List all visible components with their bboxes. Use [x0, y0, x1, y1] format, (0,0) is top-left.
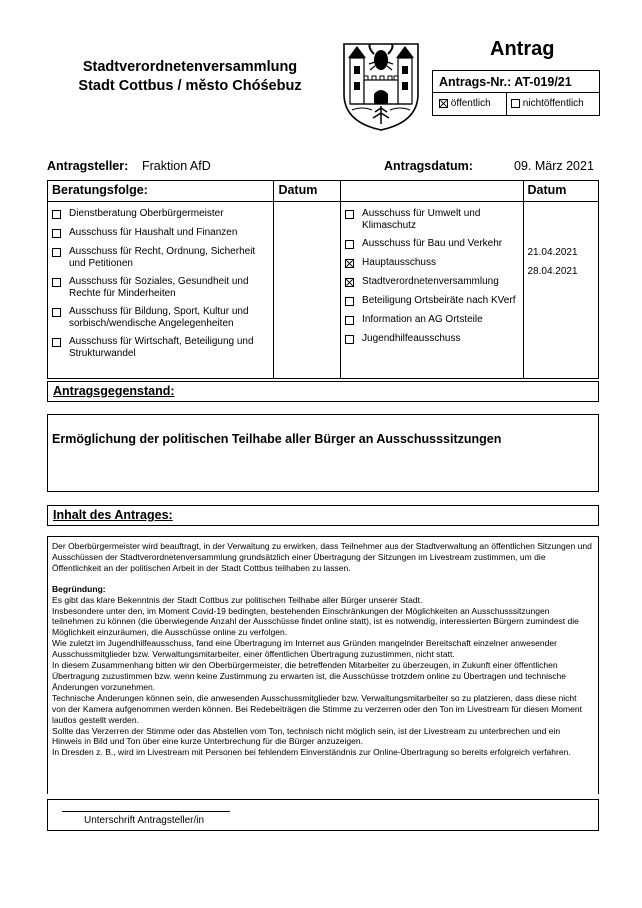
committee-item[interactable] — [341, 333, 522, 346]
committee-list-right — [341, 202, 523, 379]
oeffentlich-label: öffentlich — [450, 98, 491, 109]
committee-label: Jugendhilfeausschuss — [362, 333, 461, 344]
committee-item[interactable] — [341, 295, 522, 308]
committee-list-left — [48, 202, 274, 379]
committee-label: Ausschuss für Soziales, Gesundheit und Rechte für Minderheiten — [69, 276, 249, 299]
begruendung-paragraph: Sollte das Verzerren der Stimme oder das Abstellen vom Ton, technisch nicht möglich sein, ist der Livestream zu unterbrechen und ein Hinweis in Bild und Ton über eine kurze Unterbrechung für die Bürger anzuzeigen. — [52, 725, 561, 747]
oeffentlich-option[interactable] — [439, 93, 491, 115]
committee-item[interactable] — [341, 238, 522, 251]
inhalt-content — [52, 541, 592, 758]
committee-date: 28.04.2021 — [527, 265, 578, 277]
antragsdatum-value: 09. März 2021 — [514, 159, 594, 173]
committee-checkbox[interactable] — [345, 316, 354, 325]
committee-date: 21.04.2021 — [527, 246, 578, 258]
committee-label: Beteiligung Ortsbeiräte nach KVerf — [362, 295, 516, 306]
document-type-title: Antrag — [490, 38, 555, 60]
committee-checkbox[interactable] — [52, 278, 61, 287]
date-list-left — [274, 202, 341, 379]
committee-label: Ausschuss für Umwelt und Klimaschutz — [362, 208, 481, 231]
visibility-row — [433, 93, 599, 115]
organization-line-2: Stadt Cottbus / město Chóśebuz — [78, 78, 302, 94]
signature-label: Unterschrift Antragsteller/in — [84, 815, 205, 826]
committee-checkbox[interactable] — [345, 240, 354, 249]
committee-label: Ausschuss für Bildung, Sport, Kultur und sorbisch/wendische Angelegenheiten — [69, 306, 249, 329]
committee-checkbox[interactable] — [52, 338, 61, 347]
antrags-nr-box — [432, 70, 600, 116]
datum-heading-left: Datum — [274, 181, 341, 202]
antrags-nr-value: AT-019/21 — [514, 75, 572, 89]
antragsteller-label: Antragsteller: — [47, 159, 129, 173]
antragsgegenstand-heading: Antragsgegenstand: — [47, 381, 599, 402]
antragsgegenstand-box — [47, 414, 599, 492]
committee-item[interactable] — [48, 227, 273, 240]
nichtoeffentlich-option[interactable] — [511, 93, 584, 115]
beratungsfolge-table — [47, 180, 599, 379]
organization-title — [40, 58, 340, 96]
committee-label: Dienstberatung Oberbürgermeister — [69, 208, 224, 219]
datum-heading-right: Datum — [523, 181, 599, 202]
committee-item[interactable] — [341, 208, 522, 232]
committee-item[interactable] — [341, 276, 522, 289]
begruendung-paragraph: Wie zuletzt im Jugendhilfeausschuss, fand eine Übertragung im Internet aus Gründen mangelnder Bereitschaft einzelner anwesender Ausschussmitglieder bzw. Verwaltungsmitarbeiter, einer öffentlichen Übertragung zuzustimmen, nicht statt. — [52, 638, 558, 660]
beratungsfolge-heading: Beratungsfolge: — [48, 181, 274, 202]
begruendung-label: Begründung: — [52, 583, 106, 594]
organization-line-1: Stadtverordnetenversammlung — [82, 59, 298, 75]
committee-item[interactable] — [48, 306, 273, 330]
begruendung-paragraph: In Dresden z. B., wird im Livestream mit Personen bei fehlendem Einverständnis zur Online-Übertragung so bereits erfolgreich verfahren. — [52, 747, 571, 758]
oeffentlich-checkbox[interactable] — [439, 99, 448, 108]
committee-checkbox[interactable] — [52, 210, 61, 219]
committee-heading-right — [341, 181, 523, 202]
nichtoeffentlich-checkbox[interactable] — [511, 99, 520, 108]
committee-label: Ausschuss für Wirtschaft, Beteiligung und Strukturwandel — [69, 336, 254, 359]
inhalt-heading: Inhalt des Antrages: — [47, 505, 599, 526]
committee-item[interactable] — [341, 257, 522, 270]
committee-item[interactable] — [48, 208, 273, 221]
committee-item[interactable] — [341, 314, 522, 327]
committee-checkbox[interactable] — [345, 259, 354, 268]
nichtoeffentlich-label: nichtöffentlich — [522, 98, 584, 109]
antragsgegenstand-text: Ermöglichung der politischen Teilhabe aller Bürger an Ausschusssitzungen — [52, 432, 502, 446]
committee-label: Hauptausschuss — [362, 257, 436, 268]
antragsteller-value: Fraktion AfD — [142, 159, 211, 173]
committee-item[interactable] — [48, 336, 273, 360]
antragsdatum-label: Antragsdatum: — [384, 159, 473, 173]
coat-of-arms-icon — [342, 40, 420, 132]
committee-label: Ausschuss für Recht, Ordnung, Sicherheit und Petitionen — [69, 246, 256, 269]
begruendung-paragraph: Technische Änderungen können sein, die anwesenden Ausschussmitglieder bzw. Verwaltungsmitarbeiter so zu platzieren, dass diese nicht von der Kamera aufgenommen werden können. Bei Redebeiträgen die Stimme zu verzerren oder den Ton im Livestream für diesen Moment lautlos gestellt werden. — [52, 692, 583, 725]
committee-checkbox[interactable] — [52, 308, 61, 317]
committee-item[interactable] — [48, 246, 273, 270]
committee-checkbox[interactable] — [345, 335, 354, 344]
antrag-text: Der Oberbürgermeister wird beauftragt, in der Verwaltung zu erwirken, dass Teilnehmer aus der Stadtverwaltung an öffentlichen Sitzungen und Ausschüssen der Stadtverordnetenversammlung grundsätzlich einer Übertragung der Sitzungen im Livestream zustimmen, um die Öffentlichkeit an der politischen Arbeit in der Stadt Cottbus teilhaben zu lassen. — [52, 541, 592, 573]
antrags-nr-label: Antrags-Nr.: — [439, 75, 512, 89]
committee-label: Stadtverordnetenversammlung — [362, 276, 499, 287]
date-list-right — [523, 202, 599, 379]
committee-label: Information an AG Ortsteile — [362, 314, 483, 325]
committee-checkbox[interactable] — [345, 297, 354, 306]
committee-label: Ausschuss für Haushalt und Finanzen — [69, 227, 238, 238]
signature-line — [62, 811, 230, 812]
committee-item[interactable] — [48, 276, 273, 300]
committee-label: Ausschuss für Bau und Verkehr — [362, 238, 503, 249]
committee-checkbox[interactable] — [345, 278, 354, 287]
antrags-nr-row — [433, 71, 599, 93]
begruendung-paragraph: In diesem Zusammenhang bitten wir den Oberbürgermeister, die betreffenden Mitarbeiter zu überzeugen, in Zukunft einer öffentlichen Übertragung zuzustimmen bzw. wenn keine Zustimmung zu erwarten ist, die Ausschüsse trotzdem online zu Übertragen und technische Änderungen vorzunehmen. — [52, 660, 567, 692]
committee-checkbox[interactable] — [52, 248, 61, 257]
begruendung-paragraph: Insbesondere unter den, im Moment Covid-19 bedingten, bestehenden Einschränkungen der Möglichkeiten an Ausschusssitzungen teilnehmen zu können (die überwiegende Anzahl der Ausschüsse findet online statt), ist es notwendig, interessierten Bürgern zumindest die Möglichkeit einzuräumen, die Ausschüsse online zu verfolgen. — [52, 605, 579, 638]
committee-checkbox[interactable] — [52, 229, 61, 238]
begruendung-paragraph: Es gibt das klare Bekenntnis der Stadt Cottbus zur politischen Teilhabe aller Bürger unserer Stadt. — [52, 594, 423, 605]
committee-checkbox[interactable] — [345, 210, 354, 219]
